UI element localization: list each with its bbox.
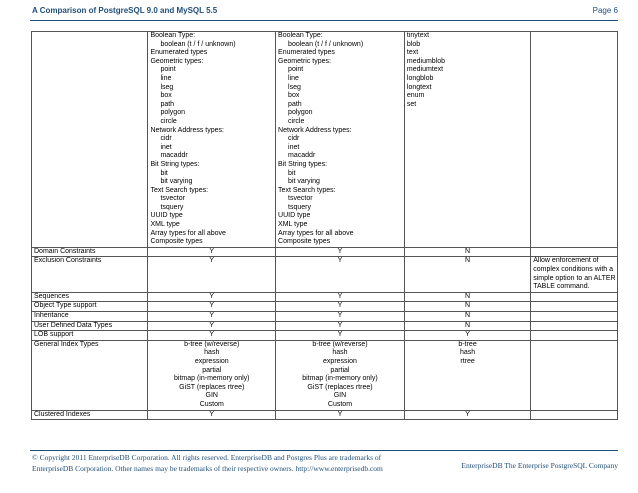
data-type-item: UUID type (278, 212, 311, 220)
pgplus-value: Y (276, 257, 405, 292)
pgplus-value: Y (276, 331, 405, 341)
notes-cell (531, 247, 618, 257)
feature-label: Clustered Indexes (32, 410, 148, 420)
data-type-item: Geometric types: (278, 57, 331, 65)
data-type-item: polygon (288, 109, 313, 117)
list-item: complex conditions with a (533, 266, 614, 274)
list-item: GIN (205, 392, 218, 400)
data-type-item: inet (160, 143, 172, 151)
data-type-item: line (160, 74, 172, 82)
mysql-value: N (404, 321, 530, 331)
data-type-item: circle (160, 117, 177, 125)
data-type-item: Text Search types: (278, 186, 336, 194)
mysql-value: N (404, 312, 530, 322)
data-type-item: boolean (t / f / unknown) (160, 40, 236, 48)
table-row (32, 247, 618, 257)
data-type-item: bit varying (288, 178, 320, 186)
list-item: TABLE command. (533, 283, 590, 291)
data-type-item: lseg (160, 83, 174, 91)
data-type-item: Composite types (150, 238, 203, 246)
data-type-item: boolean (t / f / unknown) (288, 40, 364, 48)
list-item: b-tree (w/reverse) (184, 340, 240, 348)
list-item: expression (194, 357, 229, 365)
feature-cell (32, 32, 148, 248)
mysql-value: N (404, 292, 530, 302)
data-type-item: lseg (288, 83, 301, 91)
header-divider (30, 20, 618, 21)
data-type-item: bit (288, 169, 296, 177)
mysql-value: N (404, 302, 530, 312)
pg90-value: Y (148, 331, 276, 341)
pg90-value: Y (148, 257, 276, 292)
notes-cell (531, 321, 618, 331)
data-type-item: point (160, 66, 176, 74)
data-type-item: circle (288, 117, 305, 125)
feature-label: General Index Types (32, 340, 148, 410)
pgplus-value: Y (276, 247, 405, 257)
data-type-item: Array types for all above (278, 229, 354, 237)
mysql-index-list (404, 340, 530, 410)
data-type-item: XML type (150, 221, 180, 229)
data-type-item: cidr (288, 135, 300, 143)
list-item: GiST (replaces rtree) (307, 383, 373, 391)
pg90-value: Y (148, 410, 276, 420)
mysql-value: Y (404, 410, 530, 420)
pg90-index-list (148, 340, 276, 410)
document-title: A Comparison of PostgreSQL 9.0 and MySQL 5.5 (32, 6, 218, 15)
pg90-value: Y (148, 321, 276, 331)
pg90-value: Y (148, 292, 276, 302)
notes-cell (531, 32, 618, 248)
list-item: GIN (333, 392, 347, 400)
data-type-item: Composite types (278, 238, 331, 246)
notes-cell (531, 257, 618, 292)
list-item: Custom (327, 400, 353, 408)
table-row (32, 292, 618, 302)
list-item: Custom (199, 400, 224, 408)
feature-label: Domain Constraints (32, 247, 148, 257)
notes-cell (531, 312, 618, 322)
data-type-item: tsvector (160, 195, 185, 203)
table-row (32, 410, 618, 420)
list-item: rtree (460, 357, 475, 365)
mysql-cell (404, 32, 530, 248)
pgplus-cell (276, 32, 405, 248)
data-type-item: XML type (278, 221, 308, 229)
mysql-value: N (404, 247, 530, 257)
footer-divider (30, 450, 618, 451)
data-type-item: Geometric types: (150, 57, 204, 65)
copyright-line: © Copyright 2011 EnterpriseDB Corporation. All rights reserved. EnterpriseDB and Postgres Plus are trademarks of (32, 453, 382, 462)
data-type-item: set (406, 100, 417, 108)
data-type-item: Bit String types: (278, 160, 328, 168)
data-type-item: Enumerated types (150, 49, 208, 57)
notes-cell (531, 340, 618, 410)
data-type-item: Network Address types: (150, 126, 224, 134)
data-type-item: tsvector (288, 195, 313, 203)
data-type-item: longblob (406, 74, 434, 82)
feature-label: Object Type support (32, 302, 148, 312)
page-number: Page 6 (592, 6, 618, 15)
pg90-value: Y (148, 247, 276, 257)
data-type-item: tinytext (406, 32, 430, 39)
table-row (32, 302, 618, 312)
list-item: hash (332, 349, 348, 357)
data-type-item: Network Address types: (278, 126, 352, 134)
list-item: partial (330, 366, 350, 374)
data-type-item: blob (406, 40, 421, 48)
data-type-item: box (160, 92, 172, 100)
data-type-item: tsquery (160, 203, 184, 211)
data-type-item: longtext (406, 83, 432, 91)
list-item: simple option to an ALTER (533, 274, 616, 282)
pg90-value: Y (148, 312, 276, 322)
data-type-item: enum (406, 92, 425, 100)
data-type-item: mediumblob (406, 57, 446, 65)
data-type-item: UUID type (150, 212, 183, 220)
feature-label: Exclusion Constraints (32, 257, 148, 292)
mysql-value: Y (404, 331, 530, 341)
data-type-item: Bit String types: (150, 160, 200, 168)
data-type-item: Boolean Type: (150, 32, 196, 39)
list-item: bitmap (in-memory only) (174, 375, 250, 383)
list-item: Allow enforcement of (533, 257, 599, 265)
data-type-item: bit varying (160, 178, 193, 186)
data-type-item: line (288, 74, 299, 82)
data-type-item: Array types for all above (150, 229, 226, 237)
list-item: bitmap (in-memory only) (302, 375, 378, 383)
data-type-item: cidr (160, 135, 172, 143)
data-type-item: macaddr (288, 152, 316, 160)
pgplus-value: Y (276, 321, 405, 331)
data-type-item: path (288, 100, 302, 108)
pg90-value: Y (148, 302, 276, 312)
data-type-item: box (288, 92, 300, 100)
company-tagline: EnterpriseDB The Enterprise PostgreSQL Company (461, 461, 618, 470)
pgplus-value: Y (276, 292, 405, 302)
mysql-value: N (404, 257, 530, 292)
copyright-line: EnterpriseDB Corporation. Other names may be trademarks of their respective owners. http://www.enterprisedb.com (32, 464, 383, 473)
data-type-item: polygon (160, 109, 185, 117)
data-type-item: tsquery (288, 203, 312, 211)
pg90-cell (148, 32, 276, 248)
table-row (32, 331, 618, 341)
notes-cell (531, 292, 618, 302)
list-item: b-tree (w/reverse) (312, 340, 368, 348)
list-item: b-tree (458, 340, 477, 348)
notes-cell (531, 410, 618, 420)
data-type-item: bit (160, 169, 168, 177)
data-type-item: Enumerated types (278, 49, 335, 57)
pgplus-value: Y (276, 410, 405, 420)
feature-label: Sequences (32, 292, 148, 302)
data-type-item: inet (288, 143, 300, 151)
list-item: expression (323, 357, 357, 365)
data-type-item: point (288, 66, 304, 74)
feature-label: LOB support (32, 331, 148, 341)
copyright-notice (32, 452, 432, 474)
comparison-table (31, 31, 618, 420)
data-type-item: mediumtext (406, 66, 444, 74)
table-row (32, 312, 618, 322)
data-type-item: text (406, 49, 419, 57)
data-type-item: path (160, 100, 175, 108)
feature-label: User Defined Data Types (32, 321, 148, 331)
list-item: GiST (replaces rtree) (179, 383, 245, 391)
data-type-item: Text Search types: (150, 186, 209, 194)
table-row (32, 257, 618, 292)
data-type-item: macaddr (160, 152, 188, 160)
table-row-data-types (32, 32, 618, 248)
list-item: hash (459, 349, 476, 357)
pgplus-index-list (276, 340, 405, 410)
notes-cell (531, 331, 618, 341)
list-item: hash (204, 349, 220, 357)
notes-cell (531, 302, 618, 312)
data-type-item: Boolean Type: (278, 32, 323, 39)
list-item: partial (202, 366, 222, 374)
pgplus-value: Y (276, 302, 405, 312)
table-row (32, 321, 618, 331)
table-row-index-types (32, 340, 618, 410)
feature-label: Inheritance (32, 312, 148, 322)
pgplus-value: Y (276, 312, 405, 322)
